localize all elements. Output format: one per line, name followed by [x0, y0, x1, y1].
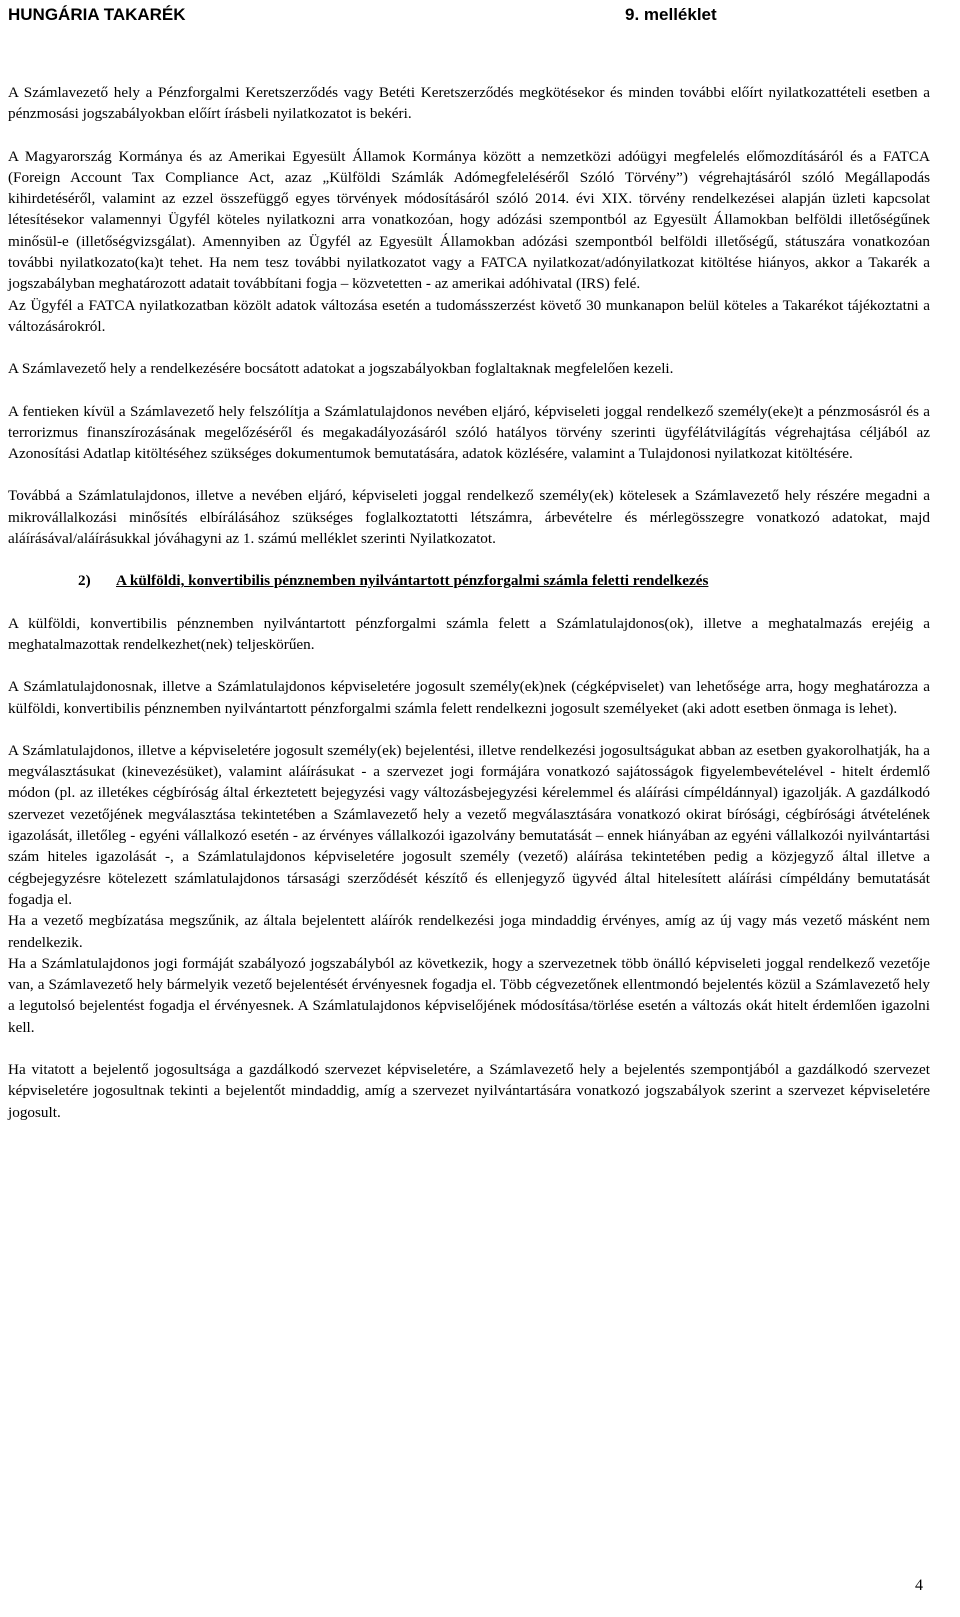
paragraph-data-handling: A Számlavezető hely a rendelkezésére bocsátott adatokat a jogszabályokban foglaltaknak megfelelően kezeli.	[8, 360, 674, 378]
paragraph-customer-due-diligence: A fentieken kívül a Számlavezető hely felszólítja a Számlatulajdonos nevében eljáró, képviseleti joggal rendelkező személy(eke)t a pénzmosásról és a terrorizmus finanszírozásának megelőzéséről és megakadályozásáról szóló hatályos törvény szerinti ügyfélátvilágítás végrehajtása céljából az Azonosítási Adatlap kitöltéséhez szükséges dokumentumok bemutatására, adatok közlésére, valamint a Tulajdonosi nyilatkozat kitöltésére.	[8, 402, 930, 463]
paragraph-fatca: A Magyarország Kormánya és az Amerikai Egyesült Államok Kormánya között a nemzetközi adóügyi megfelelés előmozdításáról és a FATCA (Foreign Account Tax Compliance Act, azaz „Külföldi Számlák Adómegfeleléséről Szóló Törvény”) végrehajtásáról szóló Megállapodás kihirdetéséről, valamint az ezzel összefüggő egyes törvények módosításáról szóló 2014. évi XIX. törvény rendelkezései alapján üzleti kapcsolat létesítésekor valamennyi Ügyfél köteles nyilatkozni arra vonatkozóan, hogy adózási szempontból az Egyesült Államokban belföldi illetőségűnek minősül-e (illetőségvizsgálat). Amennyiben az Ügyfél az Egyesült Államokban adózási szempontból belföldi illetőségű, státuszára vonatkozóan további nyilatkozato(ka)t tehet. Ha nem tesz további nyilatkozatot vagy a FATCA nyilatkozat/adónyilatkozat kitöltése hiányos, akkor a Takarék a jogszabályban meghatározott adatait továbbítani fogja – közvetetten - az amerikai adóhivatal (IRS) felé.	[8, 147, 930, 293]
paragraph-statement-request: A Számlavezető hely a Pénzforgalmi Keretszerződés vagy Betéti Keretszerződés megkötésekor és minden további előírt nyilatkozattételi esetben a pénzmosási jogszabályokban előírt írásbeli nyilatkozatot is bekéri.	[8, 84, 930, 123]
paragraph-disputed-representation: Ha vitatott a bejelentő jogosultsága a gazdálkodó szervezet képviseletére, a Számlavezető hely a bejelentés szempontjából a gazdálkodó szervezet képviseletére jogosultnak tekinti a bejelentőt mindaddig, amíg a szervezet nyilvántartására vonatkozó jogszabályok szerint a szervezet képviseletére jogosult.	[8, 1060, 930, 1121]
paragraph-mandate-termination: Ha a vezető megbízatása megszűnik, az általa bejelentett aláírók rendelkezési joga mindaddig érvényes, amíg az új vagy más vezető másként nem rendelkezik.	[8, 912, 930, 951]
paragraph-representation-rights: A Számlatulajdonos, illetve a képviseletére jogosult személy(ek) bejelentési, illetve rendelkezési jogosultságukat abban az esetben gyakorolhatják, ha a megválasztásukat (kinevezésüket), valamint aláírásukat - a szervezet jogi formájára vonatkozó sajátosságok figyelembevételével - hitelt érdemlő módon (pl. az illetékes cégbíróság által érkeztetett bejegyzési vagy változásbejegyzési kérelemmel és aláírási címpéldánnyal) igazolják. A gazdálkodó szervezet vezetőjének megválasztása tekintetében a Számlavezető hely a vezető megválasztására vonatkozó okirat bírósági, cégbírósági átvételének igazolását, illetőleg - egyéni vállalkozó esetén - az érvényes vállalkozói igazolvány bemutatását – ennek hiányában az egyéni vállalkozói nyilvántartási szám hiteles igazolását -, a Számlatulajdonos képviseletére jogosult személy (vezető) aláírása tekintetében pedig a közjegyző által illetve a cégbejegyzésre kötelezett számlatulajdonos társasági szerződését készítő és ellenjegyző ügyvéd által hitelesített aláírási címpéldány bemutatását fogadja el.	[8, 741, 930, 908]
section-number: 2)	[78, 572, 91, 590]
section-heading	[8, 570, 930, 591]
paragraph-account-disposal: A külföldi, konvertibilis pénznemben nyilvántartott pénzforgalmi számla felett a Számlatulajdonos(ok), illetve a meghatalmazás erejéig a meghatalmazottak rendelkezhet(nek) teljeskörűen.	[8, 614, 930, 653]
bank-name: HUNGÁRIA TAKARÉK	[8, 5, 186, 24]
paragraph-microenterprise: Továbbá a Számlatulajdonos, illetve a nevében eljáró, képviseleti joggal rendelkező személy(ek) kötelesek a Számlavezető hely részére megadni a mikrovállalkozási minősítés elbírálásához szükséges foglalkoztatotti létszámra, árbevételre és mérlegösszegre vonatkozó adatokat, majd aláírásával/aláírásukkal jóváhagyni az 1. számú melléklet szerinti Nyilatkozatot.	[8, 487, 930, 548]
paragraph-fatca-change: Az Ügyfél a FATCA nyilatkozatban közölt adatok változása esetén a tudomásszerzést követő 30 munkanapon belül köteles a Takarékot tájékoztatni a változásárokról.	[8, 296, 930, 335]
page-number: 4	[915, 1577, 923, 1594]
paragraph-authorized-persons: A Számlatulajdonosnak, illetve a Számlatulajdonos képviseletére jogosult személy(ek)nek (cégképviselet) van lehetősége arra, hogy meghatározza a külföldi, konvertibilis pénznemben nyilvántartott pénzforgalmi számla felett rendelkezni jogosult személyeket (aki adott esetben önmaga is lehet).	[8, 678, 930, 717]
page-header	[8, 5, 952, 29]
section-title: A külföldi, konvertibilis pénznemben nyilvántartott pénzforgalmi számla feletti rendelkezés	[116, 572, 709, 590]
document-body	[8, 82, 930, 1123]
annex-label: 9. melléklet	[625, 5, 717, 24]
paragraph-multiple-managers: Ha a Számlatulajdonos jogi formáját szabályozó jogszabályból az következik, hogy a szervezetnek több önálló képviseleti joggal rendelkező vezetője van, a Számlavezető hely bármelyik vezető bejelentését érvényesnek fogadja el. Több cégvezetőnek ellentmondó bejelentés közül a Számlavezető hely a legutolsó bejelentést fogadja el érvényesnek. A Számlatulajdonos képviselőjének módosítása/törlése esetén a változás okát hitelt érdemlően igazolni kell.	[8, 954, 930, 1036]
